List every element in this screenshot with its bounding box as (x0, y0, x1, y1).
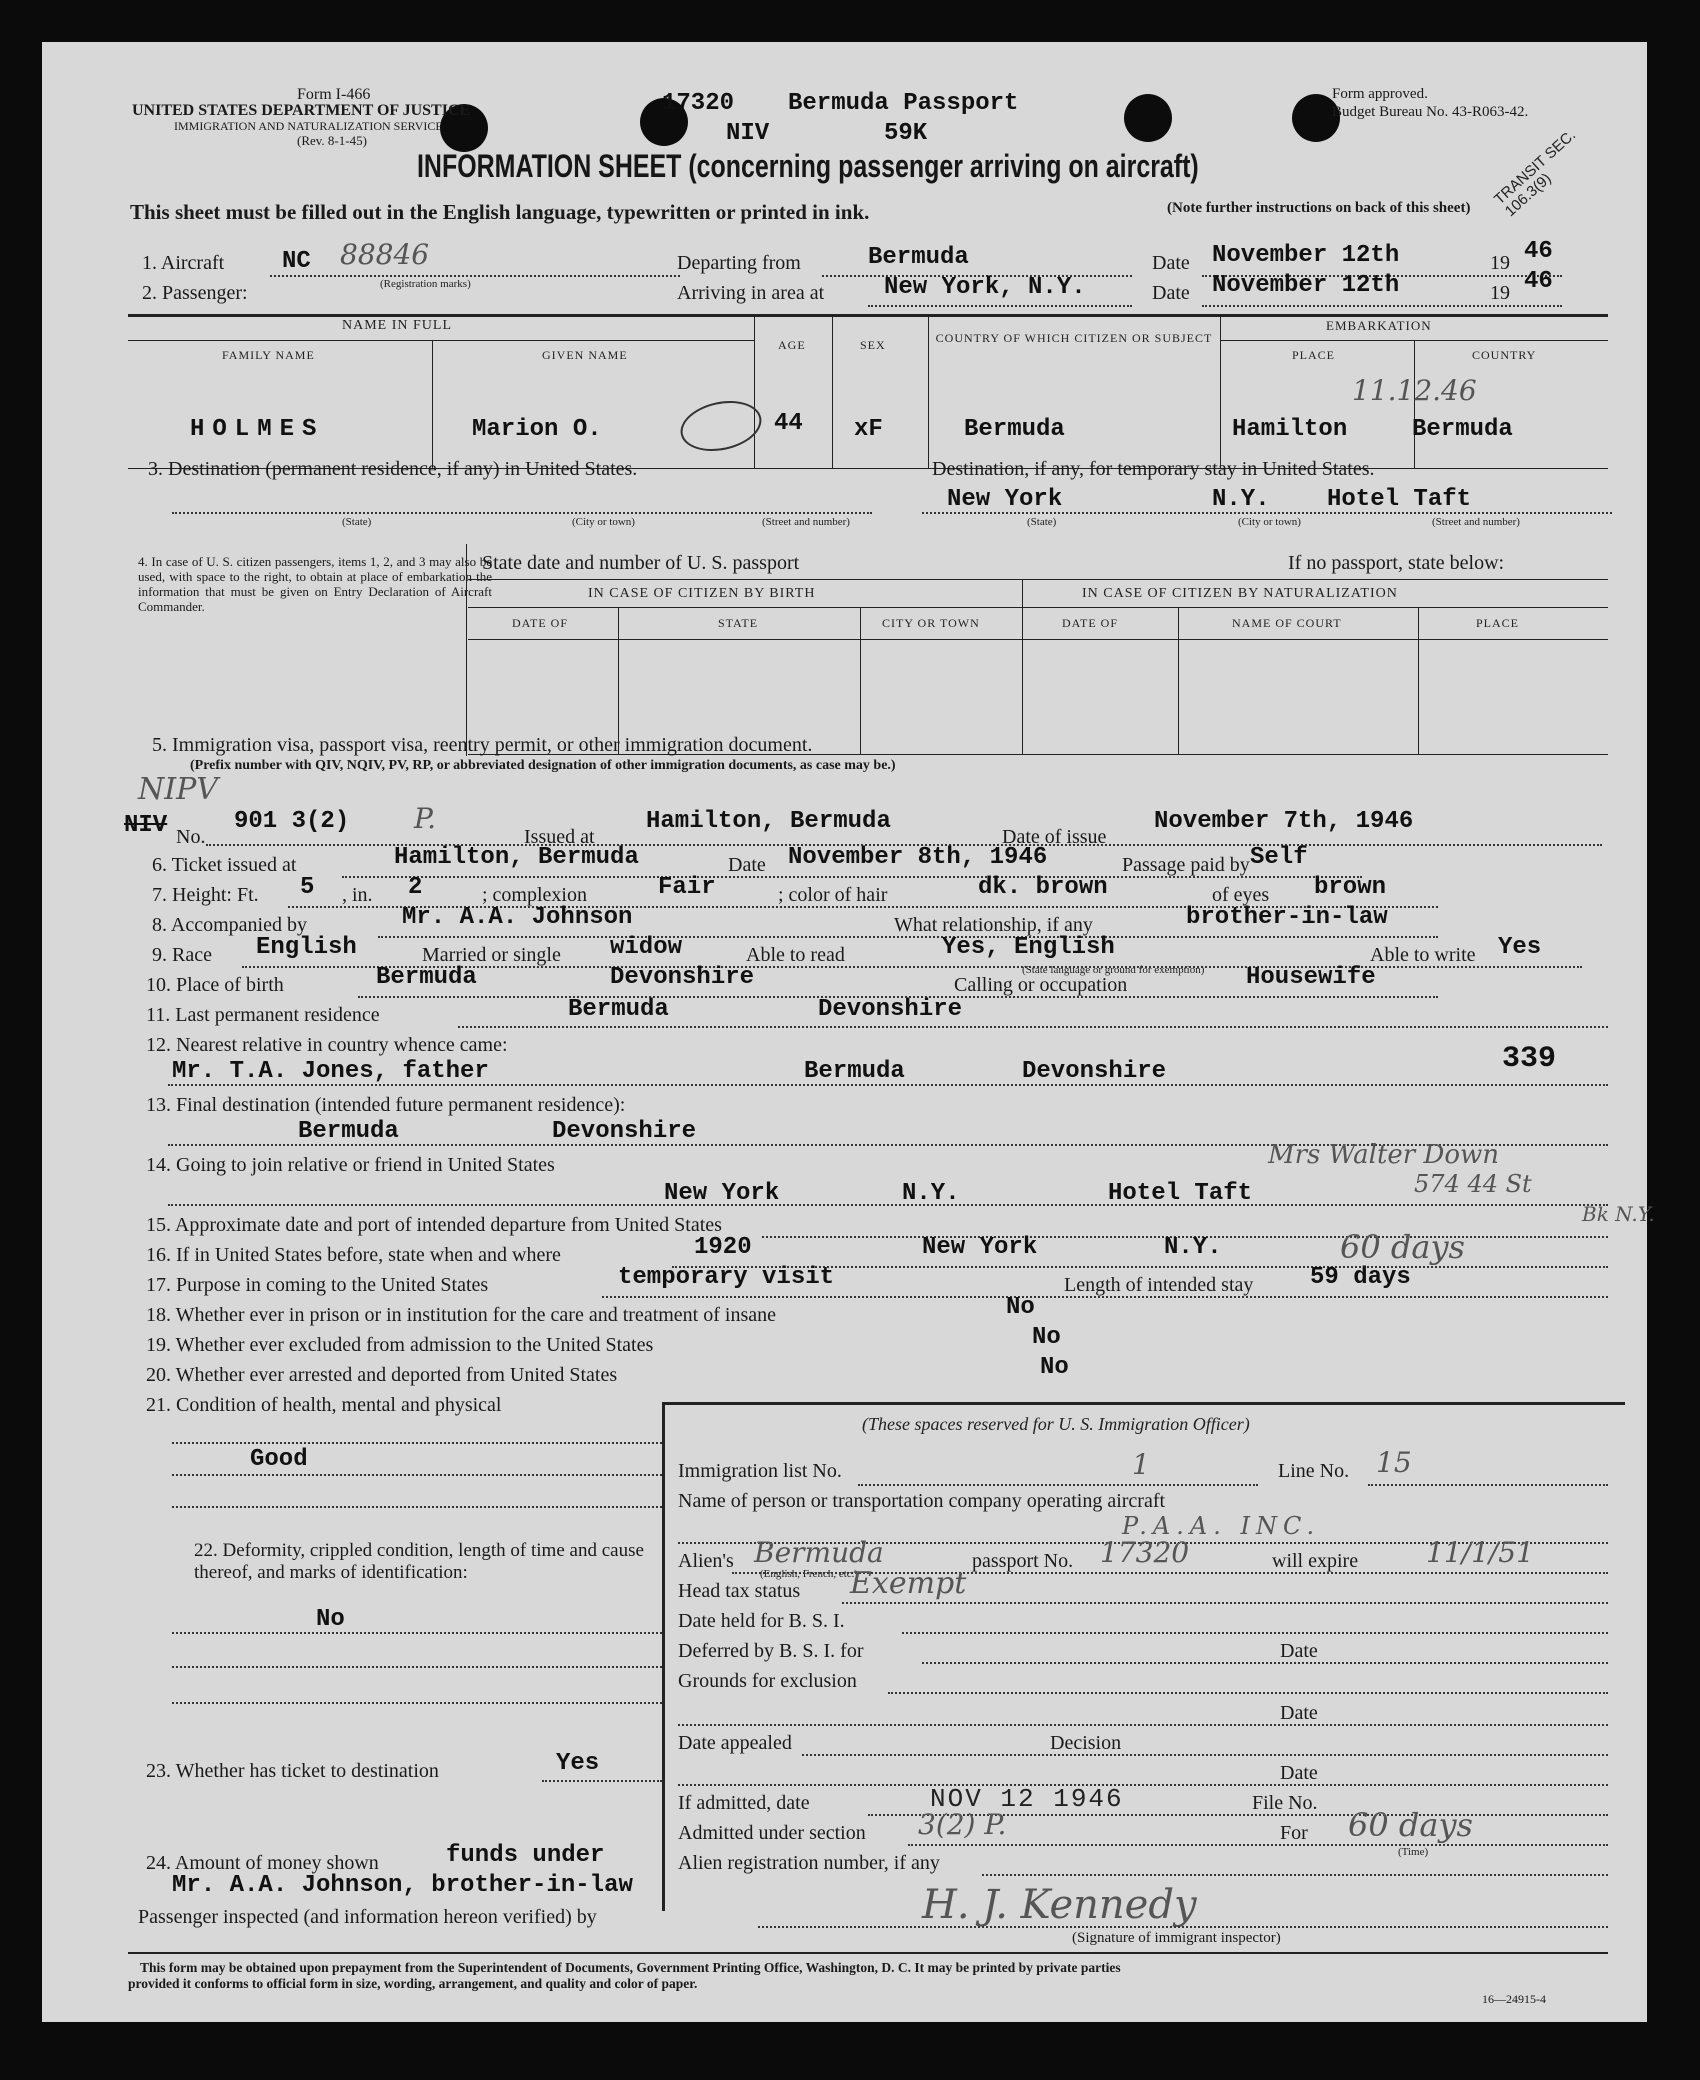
eye-color: brown (1314, 874, 1387, 901)
col-family-name: FAMILY NAME (222, 348, 315, 362)
transit-stamp: TRANSIT SEC. 106.3(9) (1491, 126, 1580, 221)
stay-code: 59K (884, 120, 928, 147)
last-residence-city: Devonshire (818, 996, 963, 1023)
col-name-in-full: NAME IN FULL (342, 318, 452, 333)
relationship: brother-in-law (1186, 904, 1388, 931)
document-kind: Bermuda Passport (788, 90, 1019, 117)
final-country: Bermuda (298, 1118, 399, 1145)
join-city: N.Y. (902, 1180, 960, 1207)
deformity-label: 22. Deformity, crippled condition, length of time and cause thereof, and marks of identification: (194, 1540, 644, 1583)
passage-paid-by: Self (1250, 844, 1308, 871)
final-state: Devonshire (552, 1118, 697, 1145)
immigration-list-no: 1 (1132, 1448, 1150, 1481)
previous-visit-city: N.Y. (1164, 1234, 1222, 1261)
prison-answer: No (1006, 1294, 1035, 1321)
head-tax-status: Exempt (850, 1566, 967, 1601)
previous-visit-note: 60 days (1340, 1228, 1465, 1266)
visa-number: 901 3(2) (234, 808, 350, 835)
join-street: Hotel Taft (1108, 1180, 1253, 1207)
form-approved: Form approved. (1332, 86, 1428, 102)
age: 44 (774, 410, 803, 437)
visa-type: NIV (726, 120, 770, 147)
form-title: INFORMATION SHEET (concerning passenger arriving on aircraft) (417, 148, 1199, 184)
note: (Note further instructions on back of this sheet) (1167, 200, 1471, 216)
passport-nationality: Bermuda (754, 1536, 884, 1569)
department: UNITED STATES DEPARTMENT OF JUSTICE (132, 102, 471, 119)
nearest-relative-street: 339 (1502, 1042, 1557, 1076)
complexion: Fair (658, 874, 716, 901)
previous-visit-year: 1920 (694, 1234, 752, 1261)
col-age: AGE (778, 338, 806, 352)
sex: xF (854, 416, 883, 443)
money-shown-detail: Mr. A.A. Johnson, brother-in-law (172, 1872, 633, 1899)
visa-number-note: P. (414, 802, 437, 835)
deformity: No (316, 1606, 345, 1633)
ticket-to-destination: Yes (556, 1750, 600, 1777)
admission-date-stamp: NOV 12 1946 (930, 1784, 1124, 1814)
hair-color: dk. brown (978, 874, 1108, 901)
ticket-issued-at: Hamilton, Bermuda (394, 844, 639, 871)
visa-issued-at: Hamilton, Bermuda (646, 808, 891, 835)
item5-label: 5. Immigration visa, passport visa, reentry permit, or other immigration document. (152, 734, 813, 756)
birth-country: Bermuda (376, 964, 477, 991)
family-name: HOLMES (190, 416, 325, 443)
age-circle (676, 394, 766, 458)
money-shown: funds under (446, 1842, 605, 1869)
arrested-answer: No (1040, 1354, 1069, 1381)
nearest-relative: Mr. T.A. Jones, father (172, 1058, 489, 1085)
aircraft-label: 1. Aircraft (142, 252, 225, 274)
officer-heading: (These spaces reserved for U. S. Immigration Officer) (862, 1414, 1250, 1434)
visa-prefix-handwritten: NIPV (138, 772, 218, 807)
col-sex: SEX (860, 338, 886, 352)
line-no: 15 (1376, 1446, 1412, 1479)
join-handwritten-city: Bk N.Y. (1582, 1202, 1655, 1226)
previous-visit-state: New York (922, 1234, 1038, 1261)
birth-city: Devonshire (610, 964, 755, 991)
print-code: 16—24915-4 (1482, 1992, 1546, 2006)
embarkation-country: Bermuda (1412, 416, 1513, 443)
inspector-signature: H. J. Kennedy (922, 1882, 1197, 1928)
marital-status: widow (610, 934, 683, 961)
able-to-read: Yes, English (942, 934, 1115, 961)
given-name: Marion O. (472, 416, 602, 443)
purpose: temporary visit (618, 1264, 835, 1291)
aircraft-prefix: NC (282, 248, 311, 275)
embarkation-date-note: 11.12.46 (1352, 374, 1477, 407)
col-country: COUNTRY OF WHICH CITIZEN OR SUBJECT (935, 331, 1213, 345)
accompanied-by: Mr. A.A. Johnson (402, 904, 633, 931)
footer-line-2: provided it conforms to official form in size, wording, arrangement, and quality and color of paper. (128, 1976, 698, 1991)
able-to-write: Yes (1498, 934, 1542, 961)
col-country-emb: COUNTRY (1472, 348, 1537, 362)
intended-stay: 59 days (1310, 1264, 1411, 1291)
join-handwritten-address: 574 44 St (1414, 1170, 1532, 1198)
citizen-country: Bermuda (964, 416, 1065, 443)
form-sheet: Form I-466 UNITED STATES DEPARTMENT OF JUSTICE IMMIGRATION AND NATURALIZATION SERVICE (Rev. 8-1-45) 17320 Bermuda Passport NIV 59K Form approved. Budget Bureau No. 43-R063-42. TRANSIT SEC. 106.3(9) INFORMATION SHEET (concerning passenger arriving on aircraft) This sheet must be filled out in the English language, typewritten or printed in ink. (Note further instructions on back of this sheet) 1. Aircraft NC 88846 (Registration marks) 2. Passenger: Departing from Bermuda Arriving in area at New York, N.Y. Date November 12th 19 46 Date November 12th 19 46 NAME IN FULL FAMILY NAME GIVEN NAME AGE SEX COUNTRY OF WHICH CITIZEN OR SUBJECT EMBARKATION PLACE COUNTRY HOLMES Marion O. 44 xF Bermuda Hamilton Bermuda 11.12.46 3. Destination (permanent residence, if any) in United States. Destination, if any, for temporary stay in United States. (State) (City or town) (Street and number) New York N.Y. Hotel Taft (State) (City or town) (Street and number) 4. In case of U. S. citizen passengers, items 1, 2, and 3 may also be used, with space to the right, to obtain at place of embarkation the information that must be given on Entry Declaration of Aircraft Commander. State date and number of U. S. passport If no passport, state below: IN CASE OF CITIZEN BY BIRTH IN CASE OF CITIZEN BY NATURALIZATION DATE OF STATE CITY OR TOWN DATE OF NAME OF COURT PLACE 5. Immigration visa, passport visa, reentry permit, or other immigration document. (Prefix number with QIV, NQIV, PV, RP, or abbreviated designation of other immigration documents, as case may be.) NIPV NIV No. 901 3(2) P. Issued at Hamilton, Bermuda Date of issue November 7th, 1946 6. Ticket issued at Hamilton, Bermuda Date November 8th, 1946 Passage paid by Self 7. Height: Ft. 5 , in. 2 ; complexion Fair ; color of hair dk. brown of eyes brown 8. Accompanied by Mr. A.A. Johnson What relationship, if any brother-in-law 9. Race English Married or single widow Able to read Yes, English (State language or ground for exemption) Able to write Yes 10. Place of birth Bermuda Devonshire Calling or occupation Housewife 11. Last permanent residence Bermuda Devonshire 12. Nearest relative in country whence came: Mr. T.A. Jones, father Bermuda Devonshire 339 13. Final destination (intended future permanent residence): Bermuda Devonshire 14. Going to join relative or friend in United States Mrs Walter Down 574 44 St Bk N.Y. New York N.Y. Hotel Taft 15. Approximate date and port of intended departure from United States 16. If in United States before, state when and where 1920 New York N.Y. 60 days 17. Purpose in coming to the United States temporary visit Length of intended stay 59 days 18. Whether ever in prison or in institution for the care and treatment of insane No 19. Whether ever excluded from admission to the United States No 20. Whether ever arrested and deported from United States No 21. Condition of health, mental and physical Good 22. Deformity, crippled condition, length of time and cause thereof, and marks of identification: No 23. Whether has ticket to destination Yes 24. Amount of money shown funds under Mr. A.A. Johnson, brother-in-law (These spaces reserved for U. S. Immigration Officer) Immigration list No. 1 Line No. 15 Name of person or transportation company operating aircraft P.A.A. INC. Alien's Bermuda (English, French, etc.) passport No. 17320 will expire 11/1/51 Head tax status Exempt Date held for B. S. I. Deferred by B. S. I. for Date Grounds for exclusion Date Date appealed Decision Date If admitted, date NOV 12 1946 File No. Admitted under section 3(2) P. For 60 days (Time) Alien registration number, if any Passenger inspected (and information hereon verified) by H. J. Kennedy (Signature of immigrant inspector) This form may be obtained upon prepayment from the Superintendent of Documents, Government Printing Office, Washington, D. C. It may be printed by private parties provided it conforms to official form in size, wording, arrangement, and quality and color of paper. 16—24915-4 (42, 42, 1647, 2022)
last-residence-country: Bermuda (568, 996, 669, 1023)
race: English (256, 934, 357, 961)
col-place: PLACE (1292, 348, 1336, 362)
nearest-relative-city: Devonshire (1022, 1058, 1167, 1085)
item4-label: 4. In case of U. S. citizen passengers, items 1, 2, and 3 may also be used, with space to the right, to obtain at place of embarkation the information that must be given on Entry Declaration of Aircraft Commander. (138, 554, 492, 614)
passport-expiry: 11/1/51 (1426, 1536, 1534, 1569)
item3-label: 3. Destination (permanent residence, if any) in United States. (148, 458, 638, 480)
visa-date: November 7th, 1946 (1154, 808, 1414, 835)
admitted-section: 3(2) P. (918, 1808, 1007, 1841)
revision: (Rev. 8-1-45) (297, 133, 367, 148)
nearest-relative-country: Bermuda (804, 1058, 905, 1085)
departure-date: November 12th (1212, 242, 1400, 269)
join-handwritten-name: Mrs Walter Down (1268, 1140, 1499, 1170)
temp-state: New York (947, 486, 1063, 513)
admission-period: 60 days (1348, 1806, 1473, 1844)
temp-street: Hotel Taft (1327, 486, 1472, 513)
excluded-answer: No (1032, 1324, 1061, 1351)
temp-city: N.Y. (1212, 486, 1270, 513)
passenger-label: 2. Passenger: (142, 282, 248, 304)
departure-year: 46 (1524, 238, 1553, 265)
punch-hole (1124, 94, 1172, 142)
ticket-date: November 8th, 1946 (788, 844, 1048, 871)
departing-from: Bermuda (868, 244, 969, 271)
aircraft-registration: 88846 (340, 238, 430, 271)
height-in: 2 (408, 874, 423, 901)
occupation: Housewife (1246, 964, 1376, 991)
file-number: 17320 (662, 90, 735, 117)
footer-line-1: This form may be obtained upon prepayment from the Superintendent of Documents, Government Printing Office, Washington, D. C. It may be printed by private parties (140, 1960, 1121, 1975)
arriving-at: New York, N.Y. (884, 274, 1086, 301)
arrival-date: November 12th (1212, 272, 1400, 299)
service: IMMIGRATION AND NATURALIZATION SERVICE (174, 119, 443, 133)
form-number: Form I-466 (297, 86, 371, 103)
arrival-year: 46 (1524, 268, 1553, 295)
budget-bureau: Budget Bureau No. 43-R063-42. (1332, 104, 1529, 120)
visa-prefix-struck: NIV (124, 812, 168, 839)
embarkation-place: Hamilton (1232, 416, 1348, 443)
join-state: New York (664, 1180, 780, 1207)
operating-company: P.A.A. INC. (1122, 1512, 1321, 1540)
instruction: This sheet must be filled out in the English language, typewritten or printed in ink. (130, 200, 870, 224)
col-given-name: GIVEN NAME (542, 348, 628, 362)
officer-passport-no: 17320 (1100, 1536, 1190, 1569)
col-embarkation: EMBARKATION (1326, 318, 1432, 333)
health: Good (250, 1446, 308, 1473)
height-ft: 5 (300, 874, 315, 901)
